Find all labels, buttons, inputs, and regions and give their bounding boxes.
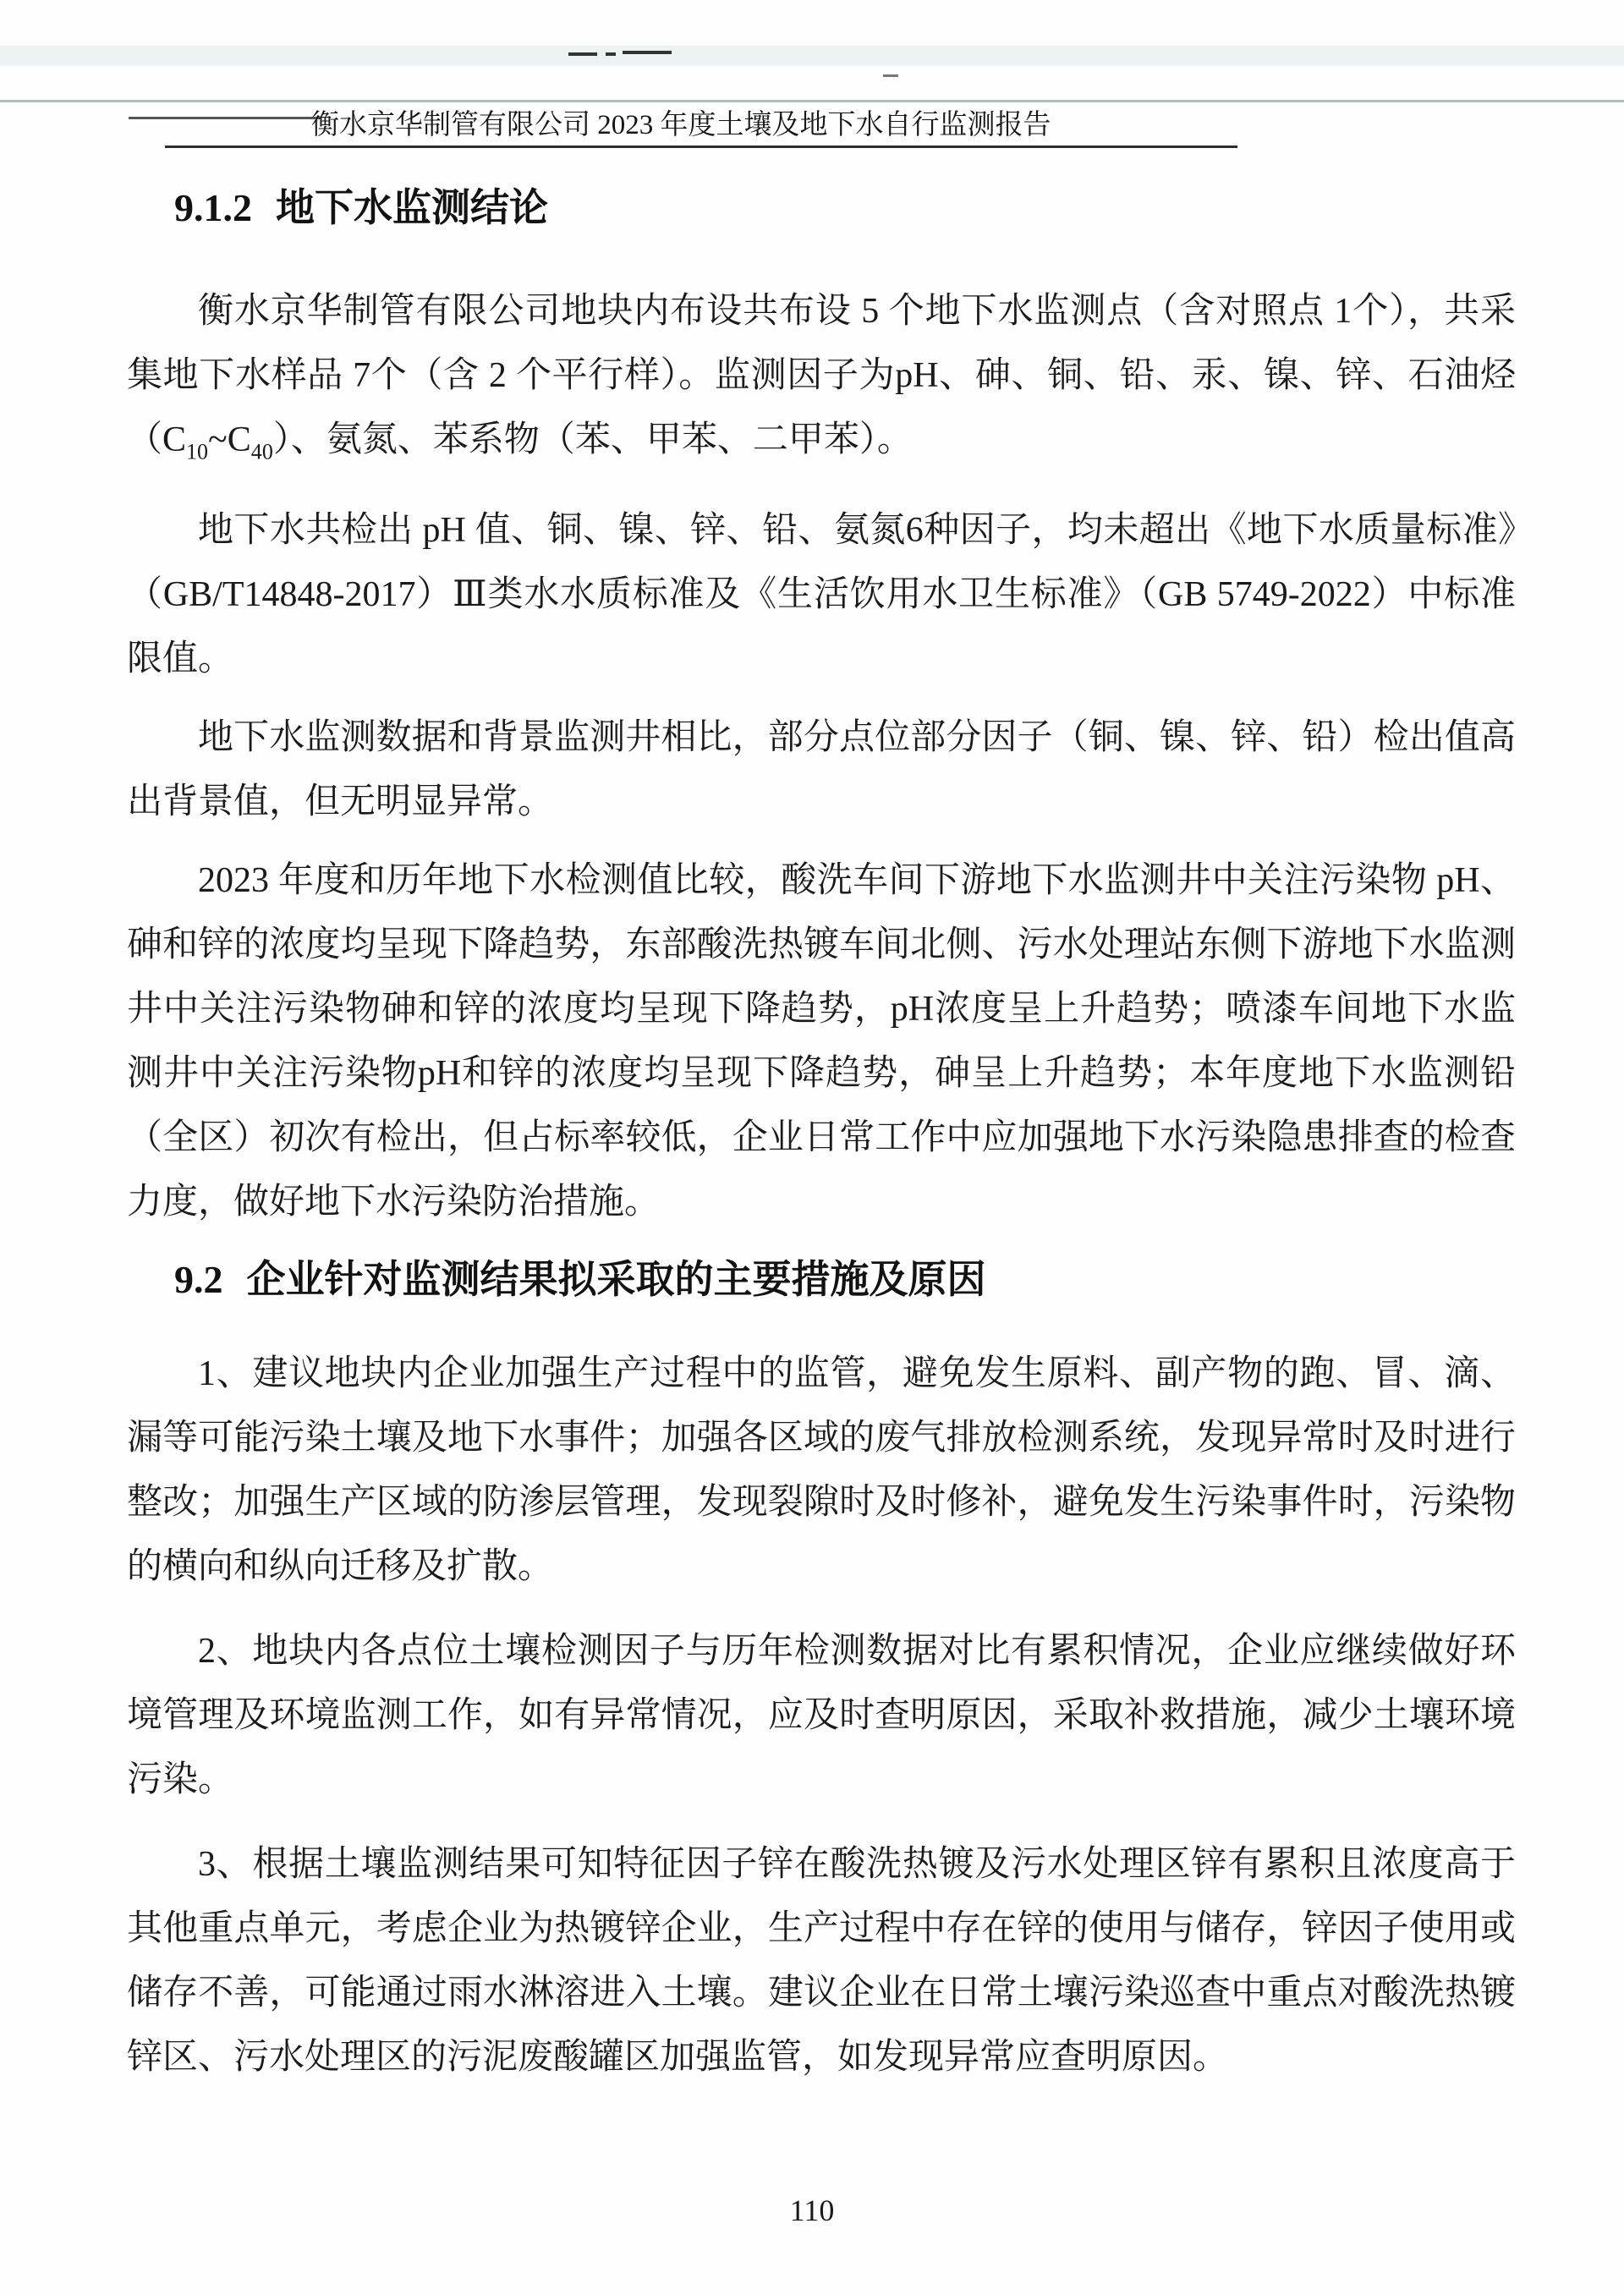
text-run: ）、氨氮、苯系物（苯、甲苯、二甲苯）。 [272, 420, 913, 459]
subscript: 10 [186, 439, 209, 464]
section-heading-9-1-2 [174, 186, 1516, 230]
section-title: 企业针对监测结果拟采取的主要措施及原因 [246, 1258, 986, 1302]
section-number: 9.2 [174, 1258, 223, 1302]
text-run: ~C [208, 420, 251, 459]
header-title: 衡水京华制管有限公司 2023 年度土壤及地下水自行监测报告 [311, 110, 1051, 140]
subscript: 40 [250, 439, 273, 464]
paragraph-groundwater-points [127, 279, 1516, 484]
paragraph-historical-trends: 2023 年度和历年地下水检测值比较，酸洗车间下游地下水监测井中关注污染物 pH、砷和锌的浓度均呈现下降趋势，东部酸洗热镀车间北侧、污水处理站东侧下游地下水监测井中关注污染物砷和锌的浓度均呈现下降趋势，pH浓度呈上升趋势；喷漆车间地下水监测井中关注污染物pH和锌的浓度均呈现下降趋势，砷呈上升趋势；本年度地下水监测铅（全区）初次有检出，但占标率较低，企业日常工作中应加强地下水污染隐患排查的检查力度，做好地下水污染防治措施。 [127, 861, 1516, 1222]
section-heading-9-2 [174, 1258, 1516, 1302]
section-title: 地下水监测结论 [276, 186, 548, 229]
section-number: 9.1.2 [174, 186, 252, 229]
paragraph-measure-2: 2、地块内各点位土壤检测因子与历年检测数据对比有累积情况，企业应继续做好环境管理及环境监测工作，如有异常情况，应及时查明原因，采取补救措施，减少土壤环境污染。 [127, 1632, 1516, 1800]
document-body [127, 0, 1516, 2089]
text-run: 衡水京华制管有限公司地块内布设共布设 5 个地下水监测点（含对照点 1个），共采集地下水样品 7个（含 2 个平行样）。监测因子为pH、砷、铜、铅、汞、镍、锌、石油烃（C [127, 292, 1516, 459]
page-number: 110 [789, 2193, 835, 2227]
paragraph-detected-factors: 地下水共检出 pH 值、铜、镍、锌、铅、氨氮6种因子，均未超出《地下水质量标准》（GB/T14848-2017）Ⅲ类水水质标准及《生活饮用水卫生标准》（GB 5749-2022）中标准限值。 [127, 511, 1516, 679]
paragraph-background-comparison: 地下水监测数据和背景监测井相比，部分点位部分因子（铜、镍、锌、铅）检出值高出背景值，但无明显异常。 [127, 718, 1516, 822]
paragraph-measure-3: 3、根据土壤监测结果可知特征因子锌在酸洗热镀及污水处理区锌有累积且浓度高于其他重点单元，考虑企业为热镀锌企业，生产过程中存在锌的使用与储存，锌因子使用或储存不善，可能通过雨水淋溶进入土壤。建议企业在日常土壤污染巡查中重点对酸洗热镀锌区、污水处理区的污泥废酸罐区加强监管，如发现异常应查明原因。 [127, 1845, 1516, 2078]
paragraph-measure-1: 1、建议地块内企业加强生产过程中的监管，避免发生原料、副产物的跑、冒、滴、漏等可能污染土壤及地下水事件；加强各区域的废气排放检测系统，发现异常时及时进行整改；加强生产区域的防渗层管理，发现裂隙时及时修补，避免发生污染事件时，污染物的横向和纵向迁移及扩散。 [127, 1354, 1516, 1587]
